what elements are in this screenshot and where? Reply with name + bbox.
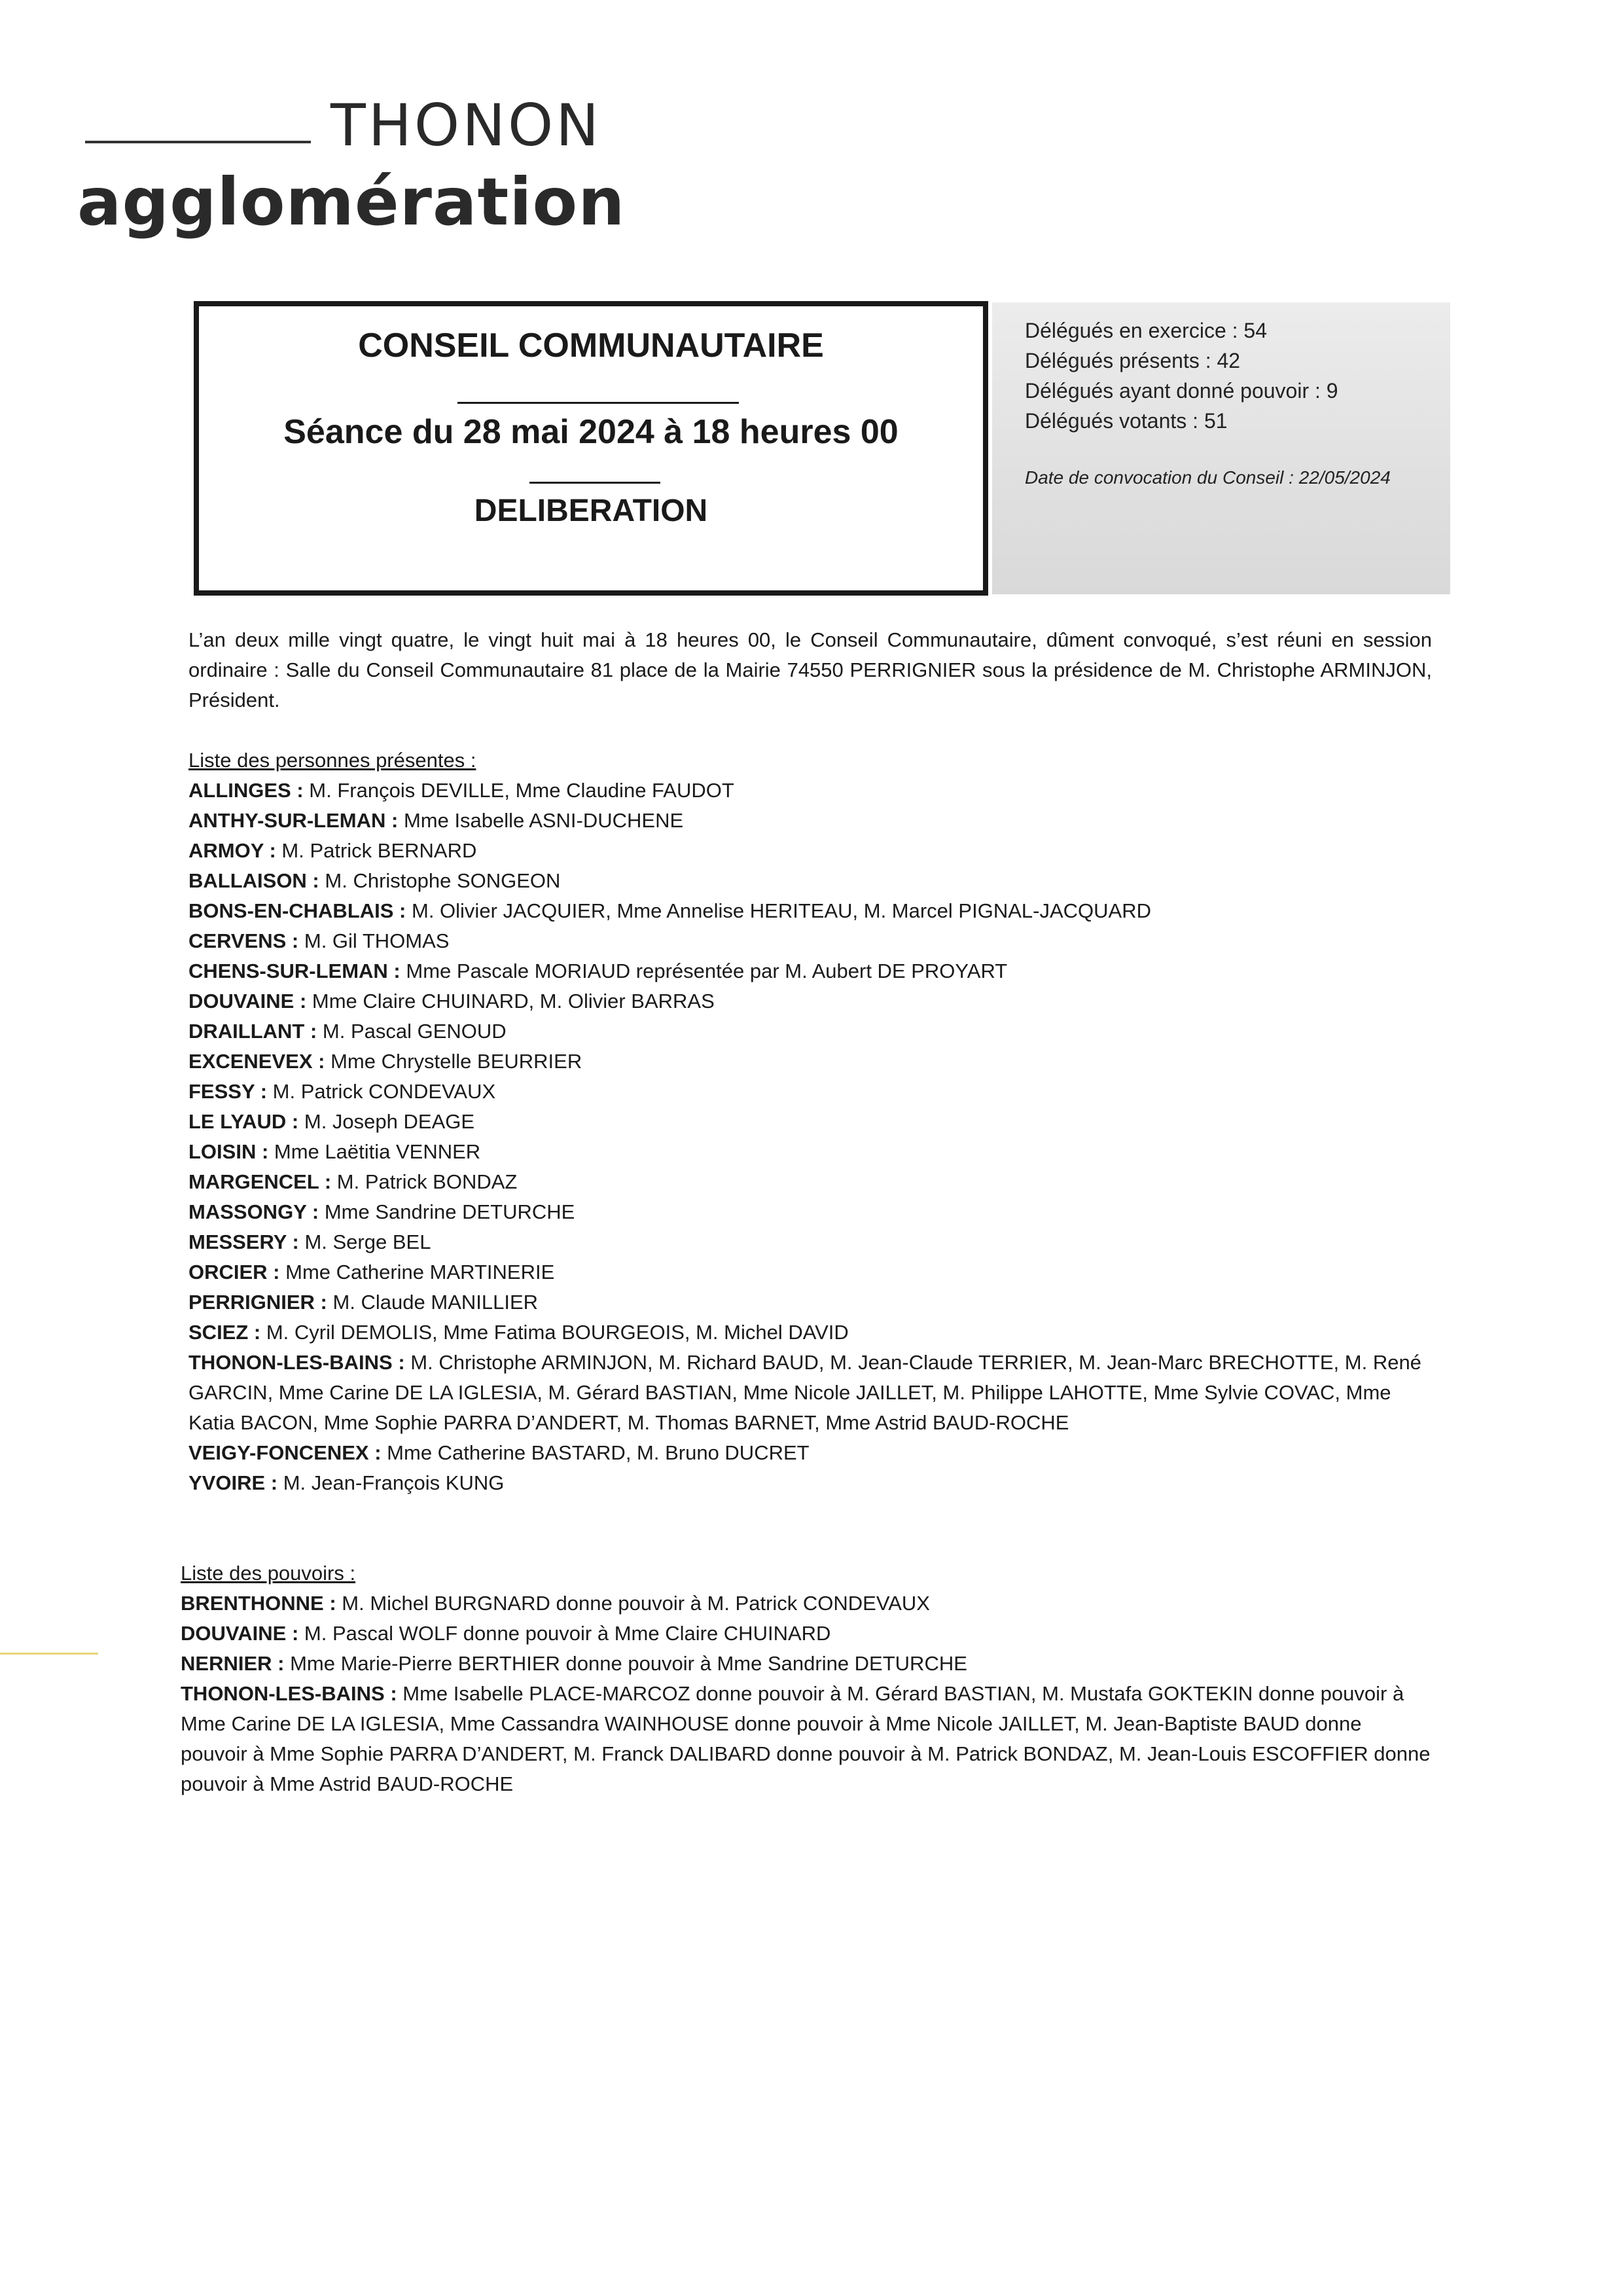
header-box — [194, 301, 988, 596]
presents-row — [188, 1318, 1432, 1348]
member-names: Mme Sandrine DETURCHE — [324, 1200, 575, 1223]
member-names: M. Cyril DEMOLIS, Mme Fatima BOURGEOIS, M. Michel DAVID — [266, 1321, 849, 1344]
presents-row — [188, 836, 1432, 866]
pouvoirs-heading: Liste des pouvoirs : — [181, 1562, 356, 1585]
member-names: M. Pascal GENOUD — [322, 1020, 507, 1043]
commune-name: THONON-LES-BAINS : — [188, 1351, 405, 1374]
member-names: M. Patrick CONDEVAUX — [272, 1080, 496, 1103]
member-names: Mme Isabelle ASNI-DUCHENE — [403, 809, 684, 832]
member-names: M. Christophe ARMINJON, M. Richard BAUD, M. Jean-Claude TERRIER, M. Jean-Marc BRECHOTTE, M. René GARCIN, Mme Carine DE LA IGLESIA, M. Gérard BASTIAN, Mme Nicole JAILLET, M. Philippe LAHOTTE, Mme Sylvie COVAC, Mme Katia BACON, Mme Sophie PARRA D’ANDERT, M. Thomas BARNET, Mme Astrid BAUD-ROCHE — [188, 1351, 1421, 1434]
member-names: M. Michel BURGNARD donne pouvoir à M. Patrick CONDEVAUX — [342, 1592, 930, 1615]
member-names: Mme Catherine BASTARD, M. Bruno DUCRET — [387, 1441, 810, 1464]
commune-name: ARMOY : — [188, 839, 276, 862]
commune-name: ALLINGES : — [188, 779, 304, 802]
commune-name: MESSERY : — [188, 1230, 299, 1253]
member-names: Mme Pascale MORIAUD représentée par M. Aubert DE PROYART — [406, 960, 1008, 982]
presents-row — [188, 806, 1432, 836]
pouvoirs-list — [181, 1588, 1432, 1799]
member-names: M. Jean-François KUNG — [283, 1471, 505, 1494]
stat-votants: Délégués votants : 51 — [1025, 409, 1228, 433]
commune-name: ANTHY-SUR-LEMAN : — [188, 809, 399, 832]
member-names: M. Serge BEL — [304, 1230, 431, 1253]
logo-rule — [85, 141, 311, 143]
commune-name: BONS-EN-CHABLAIS : — [188, 899, 406, 922]
member-names: Mme Isabelle PLACE-MARCOZ donne pouvoir à M. Gérard BASTIAN, M. Mustafa GOKTEKIN donne pouvoir à Mme Carine DE LA IGLESIA, Mme Cassandra WAINHOUSE donne pouvoir à Mme Nicole JAILLET, M. Jean-Baptiste BAUD donne pouvoir à Mme Sophie PARRA D’ANDERT, M. Franck DALIBARD donne pouvoir à M. Patrick BONDAZ, M. Jean-Louis ESCOFFIER donne pouvoir à Mme Astrid BAUD-ROCHE — [181, 1682, 1431, 1795]
delegates-stats-box — [992, 302, 1450, 594]
session-date: Séance du 28 mai 2024 à 18 heures 00 — [283, 413, 899, 451]
commune-name: FESSY : — [188, 1080, 268, 1103]
commune-name: DRAILLANT : — [188, 1020, 317, 1043]
member-names: Mme Catherine MARTINERIE — [285, 1261, 555, 1283]
logo-thonon: THONON — [330, 92, 602, 159]
presents-row — [188, 866, 1432, 896]
presents-row — [188, 956, 1432, 986]
presents-row — [188, 1227, 1432, 1257]
member-names: M. Joseph DEAGE — [304, 1110, 475, 1133]
pouvoirs-row — [181, 1619, 1432, 1649]
commune-name: SCIEZ : — [188, 1321, 261, 1344]
commune-name: DOUVAINE : — [188, 990, 307, 1013]
document-type: DELIBERATION — [474, 493, 708, 528]
member-names: Mme Laëtitia VENNER — [274, 1140, 481, 1163]
presents-row — [188, 926, 1432, 956]
convocation-date: Date de convocation du Conseil : 22/05/2024 — [1025, 467, 1391, 488]
intro-paragraph: L’an deux mille vingt quatre, le vingt huit mai à 18 heures 00, le Conseil Communautaire, dûment convoqué, s’est réuni en session ordinaire : Salle du Conseil Communautaire 81 place de la Mairie 74550 PERRIGNIER sous la présidence de M. Christophe ARMINJON, Président. — [188, 628, 1432, 711]
presents-row — [188, 1468, 1432, 1498]
session-rule — [529, 482, 660, 484]
commune-name: THONON-LES-BAINS : — [181, 1682, 397, 1705]
commune-name: BALLAISON : — [188, 869, 319, 892]
commune-name: MASSONGY : — [188, 1200, 319, 1223]
commune-name: VEIGY-FONCENEX : — [188, 1441, 382, 1464]
presents-row — [188, 776, 1432, 806]
commune-name: EXCENEVEX : — [188, 1050, 325, 1073]
presents-row — [188, 1257, 1432, 1287]
member-names: M. Pascal WOLF donne pouvoir à Mme Claire CHUINARD — [304, 1622, 831, 1645]
presents-row — [188, 1287, 1432, 1318]
member-names: M. François DEVILLE, Mme Claudine FAUDOT — [309, 779, 734, 802]
presents-row — [188, 1016, 1432, 1047]
commune-name: CHENS-SUR-LEMAN : — [188, 960, 401, 982]
presents-heading: Liste des personnes présentes : — [188, 749, 476, 772]
pouvoirs-row — [181, 1588, 1432, 1619]
commune-name: DOUVAINE : — [181, 1622, 299, 1645]
logo-agglomeration: agglomération — [77, 164, 626, 240]
member-names: M. Christophe SONGEON — [325, 869, 561, 892]
presents-list — [188, 776, 1432, 1498]
title-rule — [457, 402, 739, 404]
commune-name: BRENTHONNE : — [181, 1592, 336, 1615]
member-names: M. Olivier JACQUIER, Mme Annelise HERITEAU, M. Marcel PIGNAL-JACQUARD — [412, 899, 1151, 922]
commune-name: CERVENS : — [188, 929, 299, 952]
member-names: Mme Chrystelle BEURRIER — [330, 1050, 582, 1073]
stat-presents: Délégués présents : 42 — [1025, 349, 1241, 372]
stat-en-exercice: Délégués en exercice : 54 — [1025, 319, 1267, 342]
member-names: M. Gil THOMAS — [304, 929, 450, 952]
member-names: Mme Marie-Pierre BERTHIER donne pouvoir à Mme Sandrine DETURCHE — [290, 1652, 967, 1675]
presents-row — [188, 896, 1432, 926]
commune-name: NERNIER : — [181, 1652, 285, 1675]
member-names: M. Claude MANILLIER — [332, 1291, 539, 1314]
pouvoirs-row — [181, 1679, 1432, 1799]
presents-row — [188, 1047, 1432, 1077]
pouvoirs-section — [181, 1558, 1432, 1799]
commune-name: PERRIGNIER : — [188, 1291, 327, 1314]
scan-mark — [0, 1653, 98, 1655]
presents-row — [188, 986, 1432, 1016]
member-names: M. Patrick BERNARD — [281, 839, 477, 862]
member-names: Mme Claire CHUINARD, M. Olivier BARRAS — [312, 990, 715, 1013]
stat-pouvoir: Délégués ayant donné pouvoir : 9 — [1025, 379, 1338, 403]
presents-row — [188, 1348, 1432, 1438]
document-body — [181, 625, 1432, 1799]
council-title: CONSEIL COMMUNAUTAIRE — [358, 327, 824, 365]
member-names: M. Patrick BONDAZ — [336, 1170, 518, 1193]
presents-row — [188, 1167, 1432, 1197]
commune-name: ORCIER : — [188, 1261, 280, 1283]
commune-name: LOISIN : — [188, 1140, 269, 1163]
commune-name: YVOIRE : — [188, 1471, 278, 1494]
presents-row — [188, 1077, 1432, 1107]
presents-row — [188, 1197, 1432, 1227]
commune-name: LE LYAUD : — [188, 1110, 299, 1133]
presents-row — [188, 1438, 1432, 1468]
commune-name: MARGENCEL : — [188, 1170, 332, 1193]
presents-row — [188, 1137, 1432, 1167]
presents-row — [188, 1107, 1432, 1137]
pouvoirs-row — [181, 1649, 1432, 1679]
